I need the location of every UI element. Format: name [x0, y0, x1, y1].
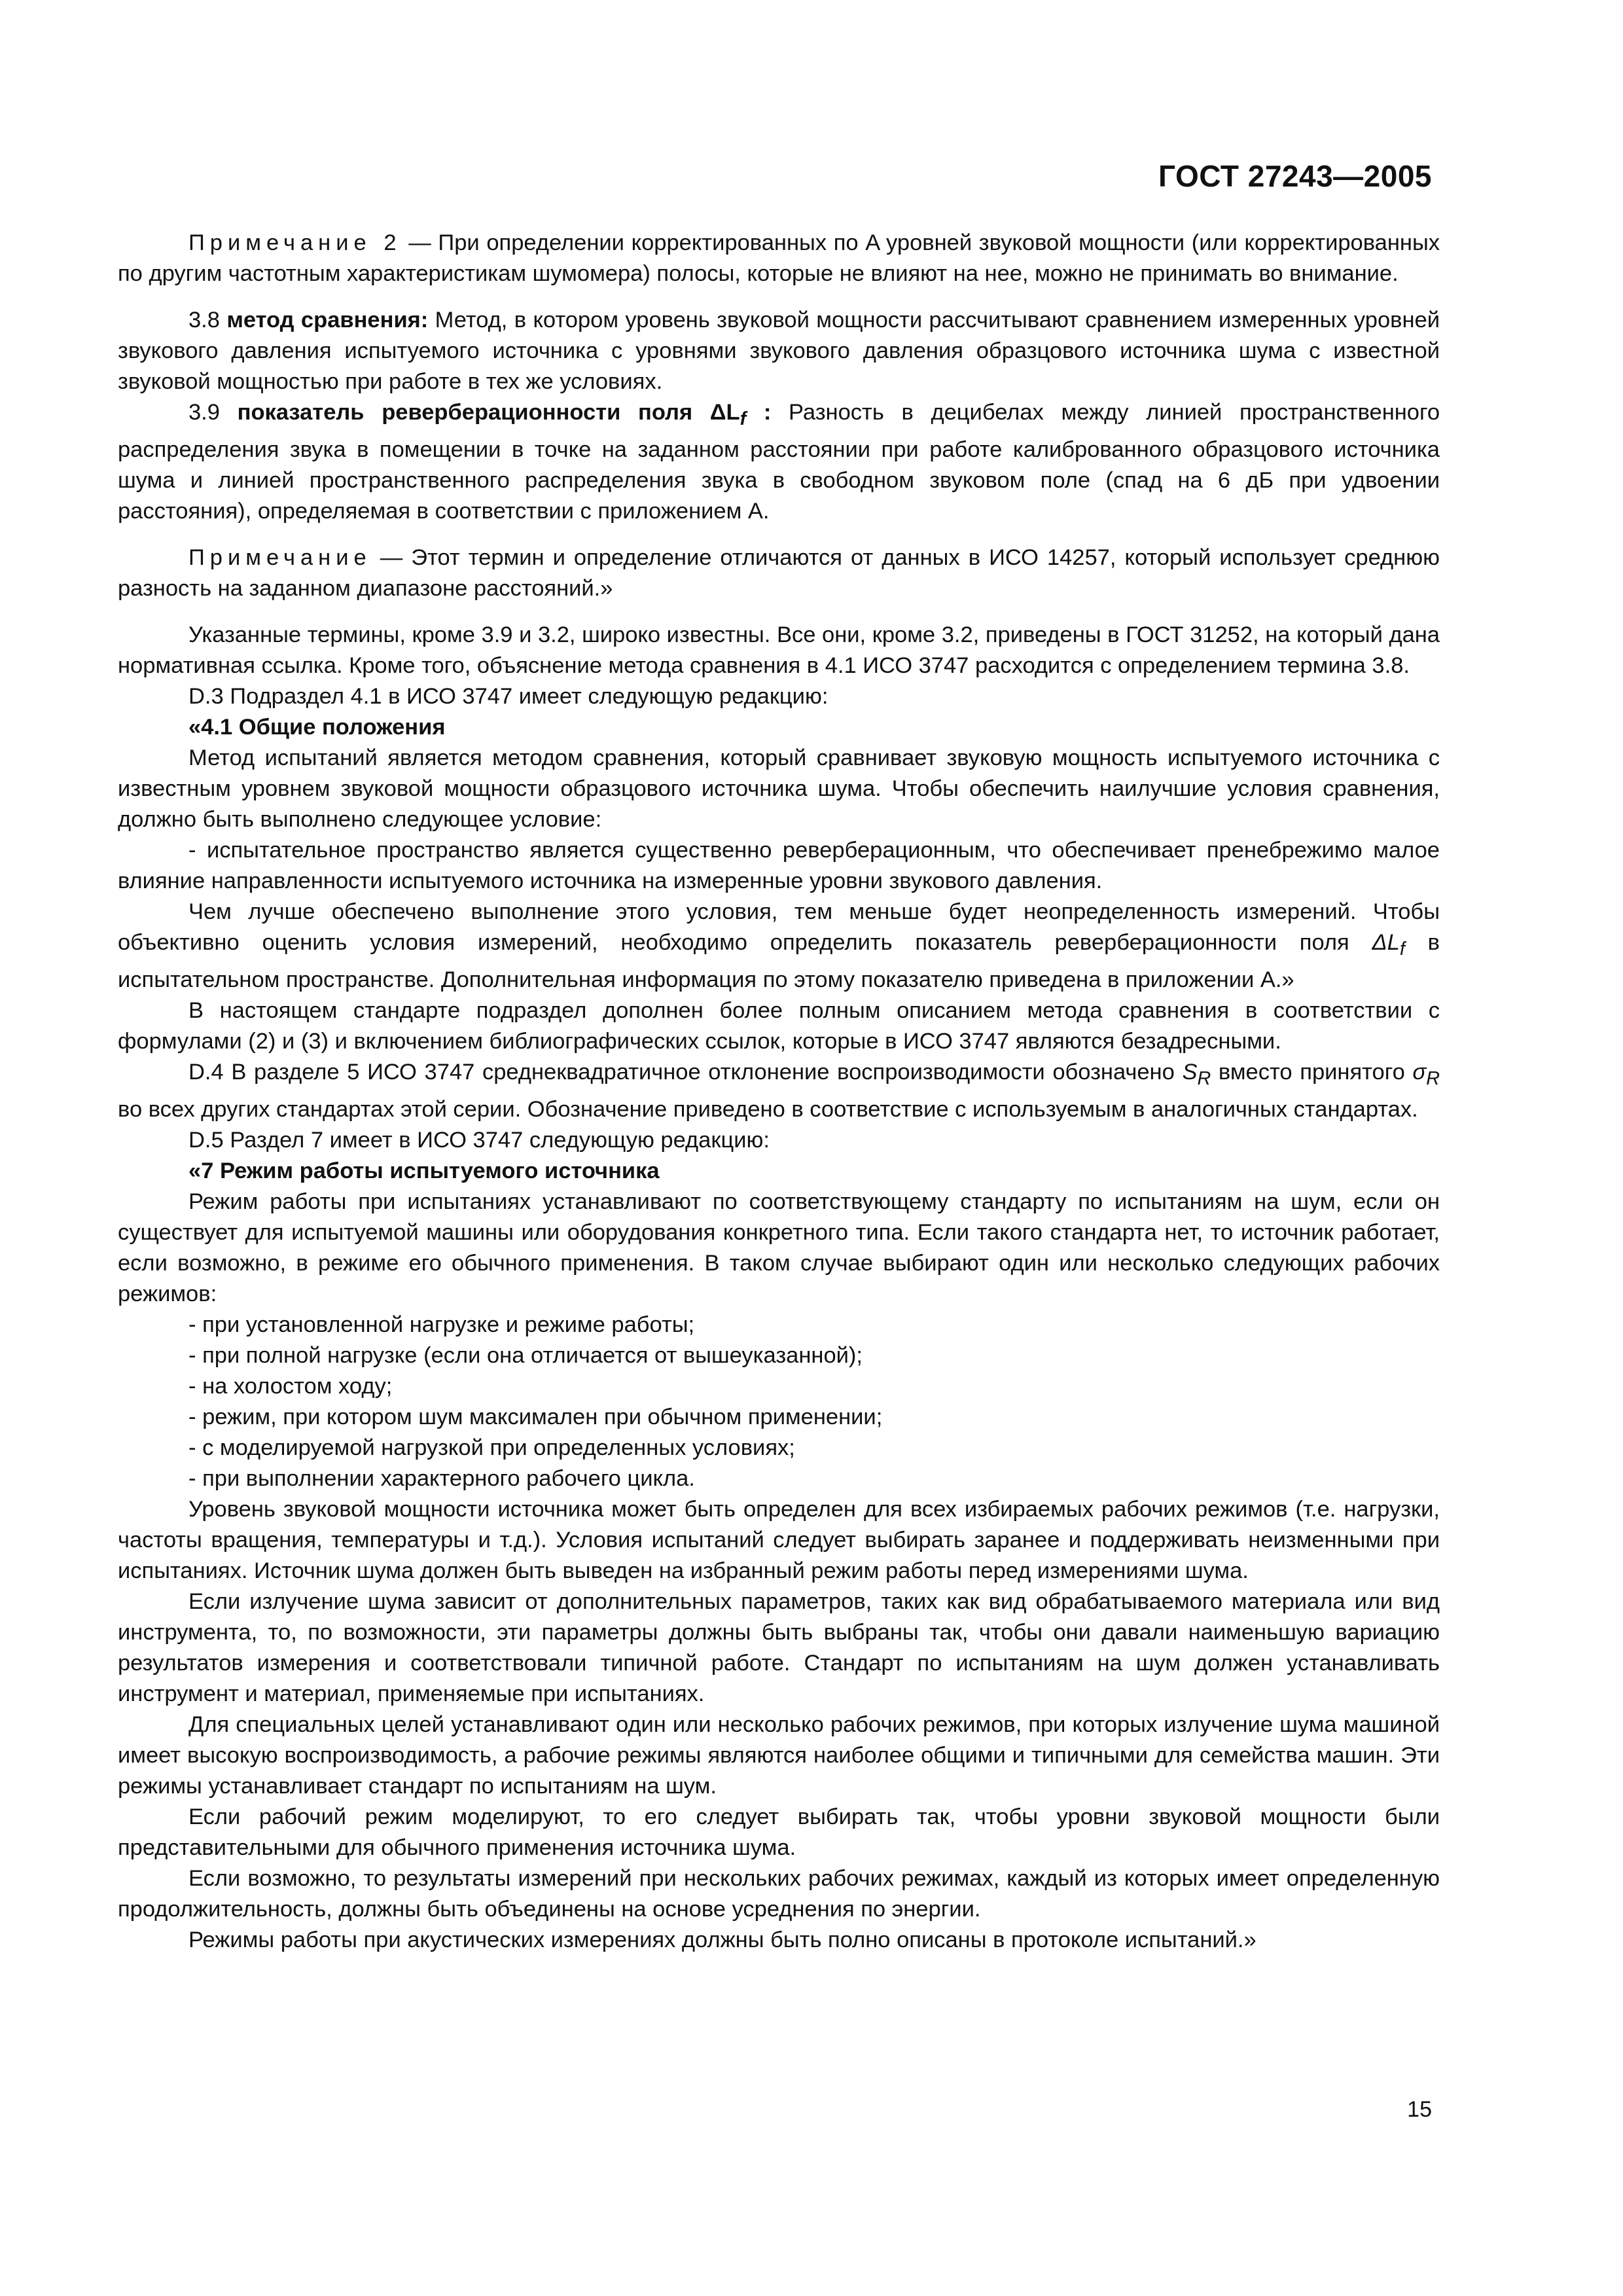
page-number: 15: [1407, 2097, 1432, 2122]
symbol-sigma-r: $\sigma_R$: [1412, 1059, 1440, 1089]
body-paragraph: Режимы работы при акустических измерениях должны быть полно описаны в протоколе испытаний.»: [188, 1927, 1257, 1952]
note-paragraph: [118, 543, 1440, 604]
body-paragraph: Чем лучше обеспечено выполнение этого условия, тем меньше будет неопределенность измерений. Чтобы объективно оценить условия измерений, необходимо определить показатель реверберационности поля $\Delta L_f$ в испытательном пространстве. Дополнительная информация по этому показателю приведена в приложении А.»: [118, 899, 1440, 992]
section-d3-paragraph: D.3 Подраздел 4.1 в ИСО 3747 имеет следующую редакцию:: [188, 683, 829, 709]
document-code-header: ГОСТ 27243—2005: [1158, 159, 1432, 193]
term-definition: Разность в децибелах между линией пространственного распределения звука в помещении в точке на заданном расстоянии при работе калиброванного образцового источника шума и линией пространственного распределения звука в свободном звуковом поле (спад на 6 дБ при удвоении расстояния), определяемая в соответствии с приложением А.: [118, 400, 1440, 524]
note-label: Примечание 2: [188, 230, 402, 255]
symbol-s-r: $S_R$: [1182, 1059, 1211, 1089]
term-3-9-paragraph: [118, 397, 1440, 527]
body-paragraph: Уровень звуковой мощности источника может быть определен для всех избираемых рабочих режимов (т.е. нагрузки, частоты вращения, температуры и т.д.). Условия испытаний следует выбирать заранее и поддерживать неизменными при испытаниях. Источник шума должен быть выведен на избранный режим работы перед измерениями шума.: [118, 1496, 1440, 1583]
list-item: - при установленной нагрузке и режиме работы;: [188, 1312, 695, 1337]
body-paragraph: Если излучение шума зависит от дополнительных параметров, таких как вид обрабатываемого материала или вид инструмента, то, по возможности, эти параметры должны быть выбраны так, чтобы они давали наименьшую вариацию результатов измерения и соответствовали типичной работе. Стандарт по испытаниям на шум должен устанавливать инструмент и материал, применяемые при испытаниях.: [118, 1588, 1440, 1706]
term-number: 3.8: [188, 308, 227, 332]
list-paragraph: - испытательное пространство является существенно реверберационным, что обеспечивает пренебрежимо малое влияние направленности испытуемого источника на измеренные уровни звукового давления.: [118, 837, 1440, 893]
list-item: - при выполнении характерного рабочего цикла.: [188, 1465, 695, 1491]
document-body: [118, 228, 1440, 1956]
term-title: метод сравнения:: [226, 308, 429, 332]
term-title: показатель реверберационности поля $\Delta L_f$ :: [237, 400, 772, 429]
section-d5-paragraph: D.5 Раздел 7 имеет в ИСО 3747 следующую редакцию:: [188, 1127, 770, 1153]
body-paragraph: Указанные термины, кроме 3.9 и 3.2, широко известны. Все они, кроме 3.2, приведены в ГОСТ 31252, на который дана нормативная ссылка. Кроме того, объяснение метода сравнения в 4.1 ИСО 3747 расходится с определением термина 3.8.: [118, 622, 1440, 678]
list-item: - при полной нагрузке (если она отличается от вышеуказанной);: [188, 1342, 863, 1368]
subsection-4-1-heading: «4.1 Общие положения: [188, 714, 446, 740]
body-paragraph: Метод испытаний является методом сравнения, который сравнивает звуковую мощность испытуемого источника с известным уровнем звуковой мощности образцового источника шума. Чтобы обеспечить наилучшие условия сравнения, должно быть выполнено следующее условие:: [118, 745, 1440, 832]
body-paragraph: В настоящем стандарте подраздел дополнен более полным описанием метода сравнения в соответствии с формулами (2) и (3) и включением библиографических ссылок, которые в ИСО 3747 являются безадресными.: [118, 997, 1440, 1054]
note-text: — Этот термин и определение отличаются от данных в ИСО 14257, который использует среднюю разность на заданном диапазоне расстояний.»: [118, 545, 1440, 601]
note-2-text: — При определении корректированных по A уровней звуковой мощности (или корректированных по другим частотным характеристикам шумомера) полосы, которые не влияют на нее, можно не принимать во внимание.: [118, 230, 1440, 286]
body-paragraph: Если рабочий режим моделируют, то его следует выбирать так, чтобы уровни звуковой мощности были представительными для обычного применения источника шума.: [118, 1804, 1440, 1860]
section-d4-paragraph: D.4 В разделе 5 ИСО 3747 среднеквадратичное отклонение воспроизводимости обозначено $S_R$ вместо принятого $\sigma_R$ во всех других стандартах этой серии. Обозначение приведено в соответствие с используемым в аналогичных стандартах.: [118, 1059, 1440, 1122]
reverb-symbol: $\Delta L_f$: [1372, 929, 1405, 960]
list-item: - режим, при котором шум максимален при обычном применении;: [188, 1404, 883, 1429]
section-7-heading: «7 Режим работы испытуемого источника: [188, 1158, 660, 1183]
term-number: 3.9: [188, 400, 238, 425]
note-label: Примечание: [188, 545, 372, 570]
term-3-8-paragraph: [118, 305, 1440, 397]
list-item: - на холостом ходу;: [188, 1373, 393, 1399]
body-paragraph: Если возможно, то результаты измерений при нескольких рабочих режимах, каждый из которых имеет определенную продолжительность, должны быть объединены на основе усреднения по энергии.: [118, 1865, 1440, 1922]
body-paragraph: Для специальных целей устанавливают один или несколько рабочих режимов, при которых излучение шума машиной имеет высокую воспроизводимость, а рабочие режимы являются наиболее общими и типичными для семейства машин. Эти режимы устанавливает стандарт по испытаниям на шум.: [118, 1712, 1440, 1799]
term-definition: Метод, в котором уровень звуковой мощности рассчитывают сравнением измеренных уровней звукового давления испытуемого источника с уровнями звукового давления образцового источника шума с известной звуковой мощностью при работе в тех же условиях.: [118, 308, 1440, 394]
body-paragraph: Режим работы при испытаниях устанавливают по соответствующему стандарту по испытаниям на шум, если он существует для испытуемой машины или оборудования конкретного типа. Если такого стандарта нет, то источник работает, если возможно, в режиме его обычного применения. В таком случае выбирают один или несколько следующих рабочих режимов:: [118, 1189, 1440, 1306]
note-2-paragraph: [118, 228, 1440, 289]
list-item: - с моделируемой нагрузкой при определенных условиях;: [188, 1435, 795, 1460]
